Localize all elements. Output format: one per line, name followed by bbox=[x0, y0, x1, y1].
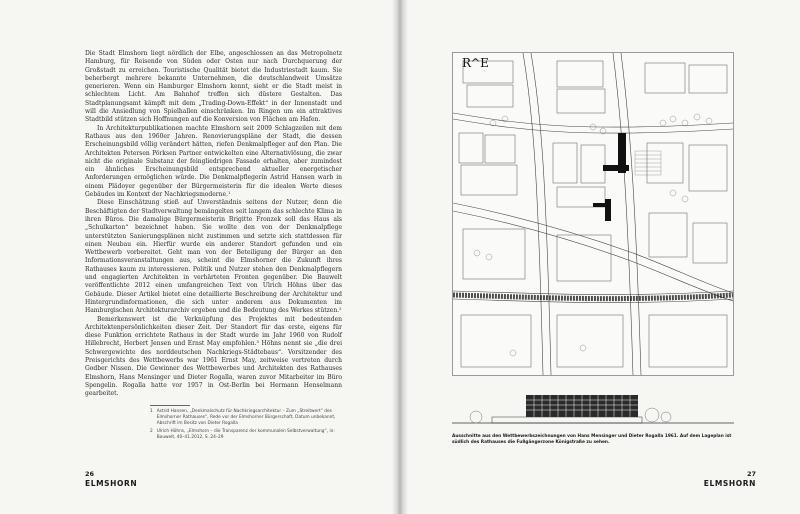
elevation-svg bbox=[452, 383, 734, 427]
elevation-drawing bbox=[452, 383, 734, 427]
site-plan-drawing bbox=[452, 52, 734, 376]
footnote-number: 2 bbox=[150, 429, 153, 434]
footnotes bbox=[150, 405, 350, 443]
left-folio bbox=[85, 470, 137, 488]
page-number: 26 bbox=[85, 470, 95, 478]
site-plan-svg bbox=[453, 53, 733, 375]
footnote-rule bbox=[150, 405, 190, 406]
footnote bbox=[150, 429, 350, 441]
running-head: ELMSHORN bbox=[85, 479, 138, 488]
figure-caption: Ausschnitte aus den Wettbewerbszeichnungen von Hans Mensinger und Dieter Rogalla 1961. Auf dem Lageplan ist südlich des Rathauses die Fußgängerzone Königstraße zu sehen. bbox=[452, 434, 732, 446]
running-head: ELMSHORN bbox=[703, 479, 756, 488]
footnote bbox=[150, 409, 350, 427]
paragraph: Diese Einschätzung stieß auf Unverständnis seitens der Nutzer, denn die Beschäftigten der Stadtverwaltung bemängelten seit langem das schlechte Klima in ihren Büros. Die damalige Bürgermeisterin Brigitte Fronzek soll das Haus als „Schulkarton“ bezeichnet haben. Sie wollte den von der Denkmalpflege unterstützten Sanierungsplänen nicht zustimmen und setzte sich stattdessen für einen Neubau ein. Hierfür wurde ein anderer Standort gefunden und ein Wettbewerb vorbereitet. Geht man von der Beteiligung der Bürger an den Informationsveranstaltungen aus, scheint die Elmshorner die Zukunft ihres Rathauses kaum zu interessieren. Politik und Nutzer stehen den Denkmalpflegern und engagierten Architekten in verhärteten Fronten gegenüber. Die Bauwelt veröffentlichte 2012 einen umfangreichen Text von Ulrich Höhns über das Gebäude. Dieser Artikel bietet eine detaillierte Beschreibung der Architektur und Hintergrundinformationen, die sich unter anderem aus Dokumenten im Hamburgischen Architekturarchiv ergeben und die Bedeutung des Werkes stützen.² bbox=[85, 199, 342, 315]
plan-logo: R^E bbox=[462, 56, 489, 70]
footnote-number: 1 bbox=[150, 409, 153, 414]
book-gutter bbox=[392, 0, 408, 514]
paragraph: In Architekturpublikationen machte Elmshorn seit 2009 Schlagzeilen mit dem Rathaus aus den 1960er Jahren. Renovierungspläne der Stadt, die dessen Erscheinungsbild völlig verändert hätten, riefen Denkmalpfleger auf den Plan. Die Architekten Petersen Pörksen Partner entwickelten eine Alternativlösung, die zwar nicht die originale Substanz der feingliedrigen Fassade erhalten, aber zumindest ein ähnliches Erscheinungsbild entsprechend aktueller energetischer Anforderungen ermöglichen würde. Die Denkmalpflegerin Astrid Hansen warb in einem Plädoyer gegenüber der Bürgermeisterin für die idealen Werte dieses Gebäudes im Kontext der Nachkriegsmoderne.¹ bbox=[85, 124, 342, 199]
paragraph: Die Stadt Elmshorn liegt nördlich der Elbe, angeschlossen an das Metropolnetz Hamburg, für Reisende von Süden oder Osten nur nach Durchquerung der Großstadt zu erreichen. Touristische Qualität bietet die Industriestadt kaum. Sie beherbergt mehrere bekannte Unternehmen, die deutschlandweit Umsätze generieren. Wenn ein Hamburger Elmshorn kennt, sieht er die Stadt meist in schlechtem Licht. Am Bahnhof treffen sich düstere Gestalten. Das Stadtplanungsamt kämpft mit dem „Trading-Down-Effekt“ in der Innenstadt und will die Ansiedlung von Spielhallen einschränken. Im Ringen um ein attraktives Stadtbild stützen sich Hoffnungen auf die Konversion von Flächen am Hafen. bbox=[85, 50, 342, 124]
footnote-text: Ulrich Höhns, „Elmshorn – die Transparenz der kommunalen Selbstverwaltung“, in: Bauwelt, 40–41.2012, S. 24–29 bbox=[156, 429, 335, 440]
page-number: 27 bbox=[746, 470, 756, 478]
right-folio bbox=[704, 470, 756, 488]
footnote-text: Astrid Hansen, „Denkmalschutz für Nachkriegsarchitektur – Zum „Streitwert“ des Elmshorner Rathauses“, Rede vor der Elmshorner Bürgerschaft, Datum unbekannt, Abschrift im Besitz von Dieter Rogalla bbox=[156, 409, 336, 426]
body-text bbox=[85, 50, 342, 398]
paragraph: Bemerkenswert ist die Verknüpfung des Projektes mit bedeutenden Architektenpersönlichkeiten dieser Zeit. Der Standort für das erste, eigens für diese Funktion errichtete Rathaus in der Stadt wurde im Jahr 1960 von Rudolf Hillebrecht, Herbert Jensen und Ernst May empfohlen.³ Höhns nennt sie „die drei Schwergewichte des norddeutschen Nachkriegs-Städtebaus“. Vorsitzender des Preisgerichts des Wettbewerbs war 1961 Ernst May, zeitweise vertreten durch Godber Nissen. Die Gewinner des Wettbewerbes und Architekten des Rathauses Elmshorn, Hans Mensinger und Dieter Rogalla, waren zuvor Mitarbeiter im Büro Spengelin. Rogalla hatte vor 1957 in Ost-Berlin bei Hermann Henselmann gearbeitet. bbox=[85, 315, 342, 398]
